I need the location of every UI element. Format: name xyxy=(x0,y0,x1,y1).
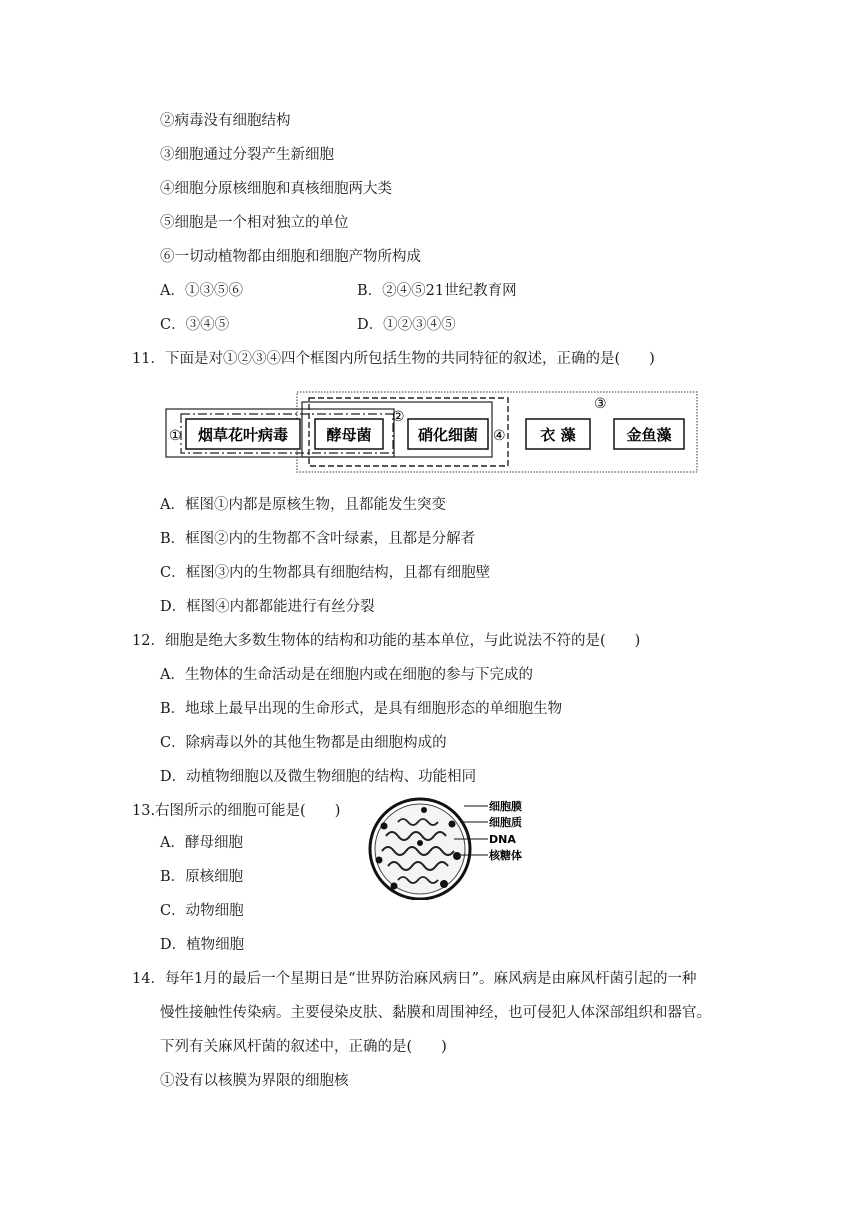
q12-option-a: A．生物体的生命活动是在细胞内或在细胞的参与下完成的 xyxy=(160,667,533,683)
q12-stem: 12．细胞是绝大多数生物体的结构和功能的基本单位，与此说法不符的是( ) xyxy=(132,633,641,649)
ribosome-dot xyxy=(376,857,383,864)
q10-statement-5: ⑤细胞是一个相对独立的单位 xyxy=(160,215,349,231)
q12-option-d: D．动植物细胞以及微生物细胞的结构、功能相同 xyxy=(160,769,477,785)
q13-option-a: A．酵母细胞 xyxy=(160,835,243,851)
cell-cytoplasm-shape xyxy=(375,804,465,894)
q10-statement-6: ⑥一切动植物都由细胞和细胞产物所构成 xyxy=(160,249,421,265)
marker-3: ③ xyxy=(594,396,607,412)
organism-nitrobacter-label: 硝化细菌 xyxy=(417,426,479,444)
q11-diagram-svg xyxy=(160,386,705,478)
q13-option-b: B．原核细胞 xyxy=(160,869,244,885)
q10-option-a: A．①③⑤⑥ xyxy=(160,283,243,299)
q12-option-c: C．除病毒以外的其他生物都是由细胞构成的 xyxy=(160,735,447,751)
q10-statement-3: ③细胞通过分裂产生新细胞 xyxy=(160,147,334,163)
q12-option-b: B．地球上最早出现的生命形式，是具有细胞形态的单细胞生物 xyxy=(160,701,563,717)
q10-statement-4: ④细胞分原核细胞和真核细胞两大类 xyxy=(160,181,392,197)
organism-hornwort-label: 金鱼藻 xyxy=(626,426,672,444)
ribosome-dot xyxy=(381,823,388,830)
q11-option-d: D．框图④内都都能进行有丝分裂 xyxy=(160,599,375,615)
marker-1: ① xyxy=(169,428,182,444)
ribosome-dot xyxy=(417,840,423,846)
ribosome-dot xyxy=(453,852,461,860)
label-cytoplasm: 细胞质 xyxy=(489,816,522,829)
ribosome-dot xyxy=(440,880,448,888)
q10-option-d: D．①②③④⑤ xyxy=(357,317,456,333)
q11-option-a: A．框图①内都是原核生物，且都能发生突变 xyxy=(160,497,446,513)
label-cell-membrane: 细胞膜 xyxy=(489,800,522,813)
cell-figure-svg xyxy=(364,796,544,900)
q10-statement-2: ②病毒没有细胞结构 xyxy=(160,113,291,129)
q14-stem-line-2: 慢性接触性传染病。主要侵染皮肤、黏膜和周围神经，也可侵犯人体深部组织和器官。 xyxy=(160,1005,711,1021)
q11-option-b: B．框图②内的生物都不含叶绿素，且都是分解者 xyxy=(160,531,476,547)
q11-stem: 11．下面是对①②③④四个框图内所包括生物的共同特征的叙述，正确的是( ) xyxy=(132,351,655,367)
label-ribosome: 核糖体 xyxy=(489,849,522,862)
q14-stem-line-3: 下列有关麻风杆菌的叙述中，正确的是( ) xyxy=(160,1039,447,1055)
ribosome-dot xyxy=(391,883,398,890)
q10-option-b: B．②④⑤21世纪教育网 xyxy=(357,283,517,299)
label-dna: DNA xyxy=(489,833,516,846)
q14-stem-line-1: 14．每年1月的最后一个星期日是“世界防治麻风病日”。麻风病是由麻风杆菌引起的一种 xyxy=(132,971,697,987)
organism-tmv-label: 烟草花叶病毒 xyxy=(197,426,289,444)
q13-stem: 13.右图所示的细胞可能是( ) xyxy=(132,803,341,819)
q13-cell-figure xyxy=(364,796,544,900)
q10-option-c: C．③④⑤ xyxy=(160,317,230,333)
organism-chlamydomonas-label: 衣 藻 xyxy=(540,426,576,444)
q14-statement-1: ①没有以核膜为界限的细胞核 xyxy=(160,1073,349,1089)
q11-venn-diagram xyxy=(160,386,705,478)
ribosome-dot xyxy=(421,807,427,813)
ribosome-dot xyxy=(449,821,456,828)
q13-option-d: D．植物细胞 xyxy=(160,937,245,953)
marker-4: ④ xyxy=(493,428,506,444)
organism-yeast-label: 酵母菌 xyxy=(326,426,372,444)
q11-option-c: C．框图③内的生物都具有细胞结构，且都有细胞壁 xyxy=(160,565,491,581)
marker-2: ② xyxy=(392,409,405,425)
q13-option-c: C．动物细胞 xyxy=(160,903,244,919)
